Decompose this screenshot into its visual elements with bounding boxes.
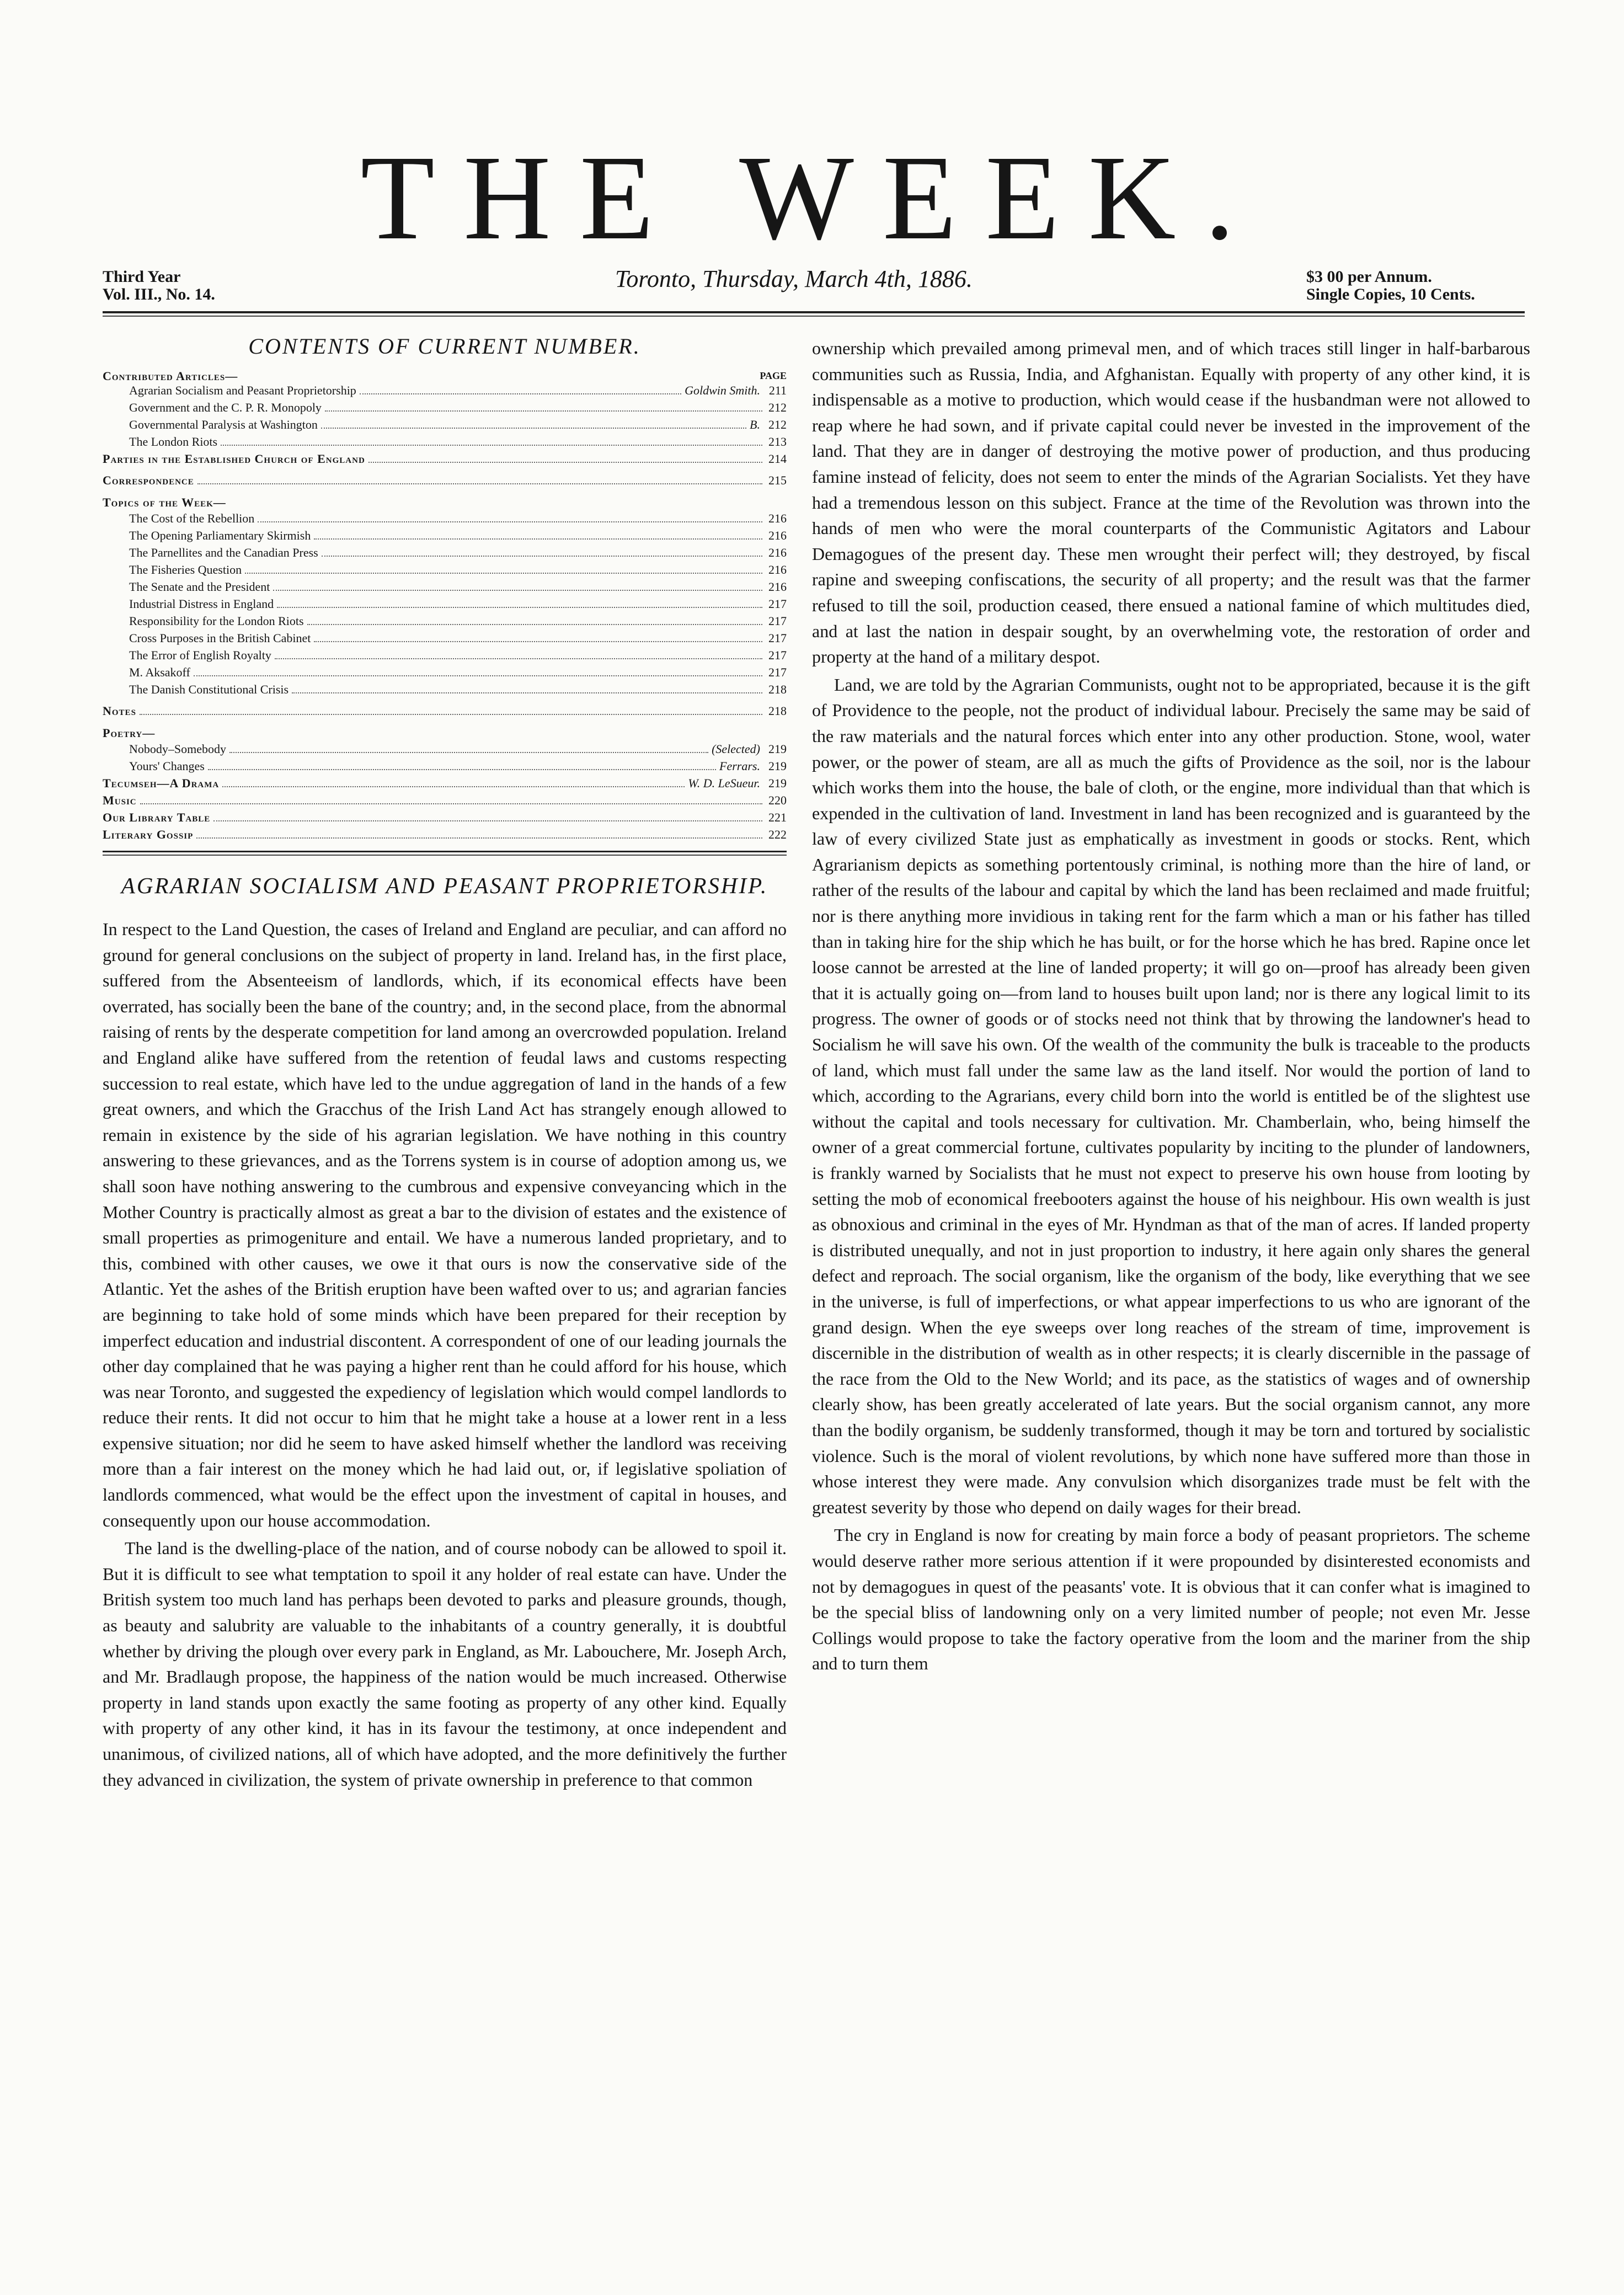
toc-leader	[322, 556, 762, 557]
toc-leader	[275, 658, 762, 659]
toc-page: 217	[768, 648, 787, 662]
toc-leader	[325, 410, 762, 412]
toc-page: 216	[768, 546, 787, 559]
toc-page: 215	[768, 473, 787, 487]
header-rule-thin	[103, 316, 1525, 317]
toc-title: Music	[103, 793, 137, 807]
toc-page: 214	[768, 452, 787, 466]
toc-title: Correspondence	[103, 473, 194, 487]
toc-page: 219	[768, 776, 787, 790]
toc-entry[interactable]	[103, 612, 787, 629]
toc-entry[interactable]	[103, 664, 787, 681]
toc-title: The Fisheries Question	[129, 563, 242, 577]
toc-title: Nobody–Somebody	[129, 742, 226, 756]
toc-section-contributed: Contributed Articles—	[103, 369, 238, 383]
article-paragraph: Land, we are told by the Agrarian Communists, ought not to be appropriated, because it is the gift of Providence to the people, not the product of individual labour. Precisely the same may be said of the raw materials and the natural forces which enter into any other production. Stone, wool, water power, or the power of steam, are all as much the gifts of Providence as the soil, nor is the labour which works them into the house, the bale of cloth, or the engine, more individual than that which is expended in the cultivation of land. Investment in land has been recognized and is guaranteed by the law of every civilized State just as emphatically as investment in goods or stocks. Rent, which Agrarianism depicts as something portentously criminal, is nothing more than the hire of land, or rather of the results of the labour and capital by which the land has been reclaimed and made fruitful; nor is there anything more invidious in taking rent for the farm which a man or his father has tilled than in taking hire for the ship which he has built, or for the horse which he has bred. Rapine once let loose cannot be arrested at the line of landed property; it will go on—proof has already been given that it is actually going on—from land to houses built upon land; nor is there any logical limit to its progress. The owner of goods or of stocks need not think that by throwing the landowner's head to Socialism he will save his own. Of the wealth of the community the bulk is traceable to the products of land, which must fall under the same law as the land itself. Nor would the portion of land to which, according to the Agrarians, every child born into the world is entitled be of the slightest use without the capital and tools necessary for cultivation. Mr. Chamberlain, who, being himself the owner of a great commercial fortune, cultivates popularity by inciting to the plunder of landowners, is frankly warned by Socialists that he must not expect to preserve his own house from looting by setting the mob of economical freebooters against the house of his neighbour. His own wealth is just as obnoxious and criminal in the eyes of Mr. Hyndman as that of the man of acres. If landed property is distributed unequally, and not in just proportion to industry, it here again only shares the general defect and reproach. The social organism, like the organism of the body, like everything that we see in the universe, is full of imperfections, or what appear imperfections to us who are ignorant of the grand design. When the eye sweeps over long reaches of the stream of time, improvement is discernible in the distribution of wealth as in other respects; it is clearly discernible in the passage of the race from the Old to the New World; and its pace, as the statistics of wages and of ownership clearly show, has been greatly accelerated of late years. But the social organism cannot, any more than the bodily organism, be suddenly transformed, though it may be torn and tortured by socialistic violence. Such is the moral of violent revolutions, by which none have suffered more than those in whose interest they were made. Any convulsion which disorganizes trade must be felt with the greatest severity by those who depend on daily wages for their bread.	[812, 674, 1530, 1517]
toc-title: Industrial Distress in England	[129, 597, 274, 611]
toc-title: Agrarian Socialism and Peasant Proprietorship	[129, 383, 356, 397]
toc-page: 218	[768, 682, 787, 696]
toc-entry[interactable]	[103, 399, 787, 416]
toc-section-poetry: Poetry—	[103, 726, 156, 740]
toc-title: The Senate and the President	[129, 580, 270, 594]
toc-title: The Danish Constitutional Crisis	[129, 682, 289, 696]
issue-dateline: Toronto, Thursday, March 4th, 1886.	[615, 265, 973, 292]
toc-leader	[314, 538, 762, 540]
toc-leader	[258, 521, 762, 522]
toc-leader	[245, 573, 762, 574]
toc-page: 220	[768, 793, 787, 807]
toc-leader	[307, 624, 762, 625]
toc-leader	[292, 692, 762, 693]
toc-author: W. D. LeSueur.	[688, 776, 760, 790]
toc-page: 211	[768, 383, 787, 397]
price-annum: $3 00 per Annum.	[1306, 268, 1432, 286]
toc-entry[interactable]	[103, 382, 787, 399]
toc-title: Notes	[103, 704, 136, 718]
toc-entry[interactable]	[103, 647, 787, 664]
toc-leader	[368, 462, 762, 463]
toc-leader	[277, 607, 762, 608]
toc-page: 217	[768, 614, 787, 628]
issue-volume	[103, 268, 215, 303]
issue-number: Vol. III., No. 14.	[103, 285, 215, 303]
toc-entry[interactable]	[103, 433, 787, 450]
toc-entry[interactable]	[103, 740, 787, 757]
contents-heading: CONTENTS OF CURRENT NUMBER.	[248, 334, 641, 359]
toc-title: The Cost of the Rebellion	[129, 511, 255, 525]
toc-page: 219	[768, 742, 787, 756]
contents-rule	[103, 851, 787, 852]
toc-entry[interactable]	[103, 681, 787, 698]
toc-leader	[194, 675, 762, 676]
toc-leader	[221, 445, 762, 446]
toc-entry-gossip[interactable]	[103, 826, 787, 843]
toc-author: Ferrars.	[719, 759, 760, 773]
toc-leader	[222, 786, 685, 787]
toc-leader	[213, 820, 762, 821]
issue-price	[1306, 268, 1475, 303]
toc-page-header: PAGE	[760, 370, 787, 381]
toc-entry[interactable]	[103, 561, 787, 578]
article-heading: AGRARIAN SOCIALISM AND PEASANT PROPRIETORSHIP.	[121, 873, 768, 898]
toc-leader	[273, 590, 762, 591]
toc-entry-tecumseh[interactable]	[103, 775, 787, 792]
toc-entry[interactable]	[103, 416, 787, 433]
toc-page: 216	[768, 580, 787, 594]
toc-page: 213	[768, 435, 787, 449]
left-column	[103, 325, 787, 1792]
toc-title: The Parnellites and the Canadian Press	[129, 546, 318, 559]
toc-entry-library[interactable]	[103, 809, 787, 826]
article-paragraph: The land is the dwelling-place of the nation, and of course nobody can be allowed to spoil it. But it is difficult to see what temptation to spoil it any holder of real estate can have. Under the British system too much land has perhaps been devoted to parks and pleasure grounds, though, as beauty and salubrity are valuable to the inhabitants of a country generally, it is doubtful whether by driving the plough over every park in England, as Mr. Labouchere, Mr. Joseph Arch, and Mr. Bradlaugh propose, the happiness of the nation would be much increased. Otherwise property in land stands upon exactly the same footing as property of any other kind. Equally with property of any other kind, it has in its favour the testimony, at once independent and unanimous, of civilized nations, all of which have adopted, and the more definitively the further they advanced in civilization, the system of private ownership in preference to that common	[103, 1538, 787, 1790]
toc-leader	[196, 837, 762, 839]
toc-page: 217	[768, 665, 787, 679]
toc-leader	[321, 428, 746, 429]
toc-author: (Selected)	[712, 742, 760, 756]
toc-title: M. Aksakoff	[129, 665, 190, 679]
toc-title: Parties in the Established Church of England	[103, 452, 365, 466]
toc-leader	[140, 714, 762, 715]
toc-entry[interactable]	[103, 544, 787, 561]
toc-title: The Error of English Royalty	[129, 648, 271, 662]
toc-title: Responsibility for the London Riots	[129, 614, 304, 628]
toc-page: 212	[768, 418, 787, 431]
article-paragraph: ownership which prevailed among primeval men, and of which traces still linger in half-barbarous communities such as Russia, India, and Afghanistan. Equally with property of any other kind, it is indispensable as a motive to production, which would cease if the husbandman were not allowed to reap where he had sown, and if private capital could never be invested in the improvement of the land. That they are in danger of destroying the motive power of production, and thus producing famine instead of felicity, does not seem to enter the minds of the Agrarian Socialists. Yet they have had a tremendous lesson on this subject. France at the time of the Revolution was thrown into the hands of men who were the moral counterparts of the Communistic Agitators and Labour Demagogues of the present day. These men wrought their perfect will; they destroyed, by fiscal rapine and sweeping confiscations, the security of all property; and the result was that the farmer refused to till the soil, production ceased, there ensued a national famine of which multitudes died, and at last the nation in despair sought, by an overwhelming vote, the restoration of order and property at the hand of a military despot.	[812, 338, 1530, 667]
toc-leader	[314, 641, 762, 642]
toc-title: Government and the C. P. R. Monopoly	[129, 401, 322, 414]
toc-page: 218	[768, 704, 787, 718]
toc-page: 212	[768, 401, 787, 414]
toc-page: 217	[768, 631, 787, 645]
toc-section-topics: Topics of the Week—	[103, 495, 226, 509]
article-paragraph: In respect to the Land Question, the cases of Ireland and England are peculiar, and can afford no ground for general conclusions on the subject of property in land. Ireland has, in the first place, suffered from the Absenteeism of landlords, which, if its economical effects have been overrated, has socially been the bane of the country; and, in the second place, from the abnormal raising of rents by the desperate competition for land among an overcrowded population. Ireland and England alike have suffered from the retention of feudal laws and customs respecting succession to real estate, which have led to the undue aggregation of land in the hands of a few great owners, and which the Gracchus of the Irish Land Act has strangely enough allowed to remain in existence by the side of his agrarian legislation. We have nothing in this country answering to these grievances, and as the Torrens system is in course of adoption among us, we shall soon have nothing answering to the cumbrous and expensive conveyancing which in the Mother Country is practically almost as great a bar to the division of estates and the existence of small properties as primogeniture and entail. We have a numerous landed proprietary, and to this, combined with other causes, we owe it that ours is now the conservative side of the Atlantic. Yet the ashes of the British eruption have been wafted over to us; and agrarian fancies are beginning to take hold of some minds which have been prepared for their reception by imperfect education and industrial discontent. A correspondent of one of our leading journals the other day complained that he was paying a higher rent than he could afford for his house, which was near Toronto, and suggested the expediency of legislation which would compel landlords to reduce their rents. It did not occur to him that he might take a house at a lower rent in a less expensive situation; nor did he seem to have asked himself whether the landlord was receiving more than a fair interest on the money which he had laid out, or, if legislative spoliation of landlords commenced, what would be the effect upon the investment of capital in houses, and consequently upon our house accommodation.	[103, 919, 787, 1530]
header-rule	[103, 311, 1525, 313]
right-column	[812, 335, 1530, 1677]
toc-title: Yours' Changes	[129, 759, 205, 773]
toc-title: Tecumseh—A Drama	[103, 776, 220, 790]
toc-page: 217	[768, 597, 787, 611]
price-single: Single Copies, 10 Cents.	[1306, 285, 1475, 303]
toc-leader	[360, 393, 681, 394]
masthead-title: THE WEEK.	[360, 130, 1264, 265]
toc-entry[interactable]	[103, 595, 787, 612]
toc-author: Goldwin Smith.	[685, 383, 760, 397]
toc-author: B.	[750, 418, 760, 431]
toc-page: 216	[768, 563, 787, 577]
toc-page: 216	[768, 529, 787, 542]
toc-entry-music[interactable]	[103, 792, 787, 809]
toc-entry[interactable]	[103, 757, 787, 775]
toc-title: The London Riots	[129, 435, 218, 449]
toc-leader	[208, 769, 716, 770]
toc-page: 216	[768, 511, 787, 525]
article-paragraph: The cry in England is now for creating by main force a body of peasant proprietors. The scheme would deserve rather more serious attention if it were propounded by disinterested economists and not by demagogues in quest of the peasants' vote. It is obvious that it can confer what is imagined to be the special bliss of landowning only on a very limited number of people; not even Mr. Jesse Collings would propose to take the factory operative from the loom and the mariner from the ship and to turn them	[812, 1525, 1530, 1674]
contents-rule-thin	[103, 855, 787, 856]
toc-entry[interactable]	[103, 527, 787, 544]
toc-page: 222	[768, 828, 787, 841]
toc-entry[interactable]	[103, 510, 787, 527]
toc-leader	[229, 752, 708, 753]
toc-page: 219	[768, 759, 787, 773]
toc-title: The Opening Parliamentary Skirmish	[129, 529, 311, 542]
toc-entry[interactable]	[103, 578, 787, 595]
toc-entry[interactable]	[103, 629, 787, 647]
toc-title: Governmental Paralysis at Washington	[129, 418, 318, 431]
toc-page: 221	[768, 810, 787, 824]
toc-entry-correspondence[interactable]	[103, 472, 787, 489]
toc-title: Literary Gossip	[103, 828, 194, 841]
toc-entry-notes[interactable]	[103, 702, 787, 719]
issue-year: Third Year	[103, 268, 181, 286]
toc-title: Our Library Table	[103, 810, 211, 824]
contents-list	[103, 369, 787, 843]
toc-leader	[197, 483, 762, 484]
toc-entry-parties[interactable]	[103, 450, 787, 467]
toc-leader	[140, 803, 762, 804]
toc-title: Cross Purposes in the British Cabinet	[129, 631, 311, 645]
